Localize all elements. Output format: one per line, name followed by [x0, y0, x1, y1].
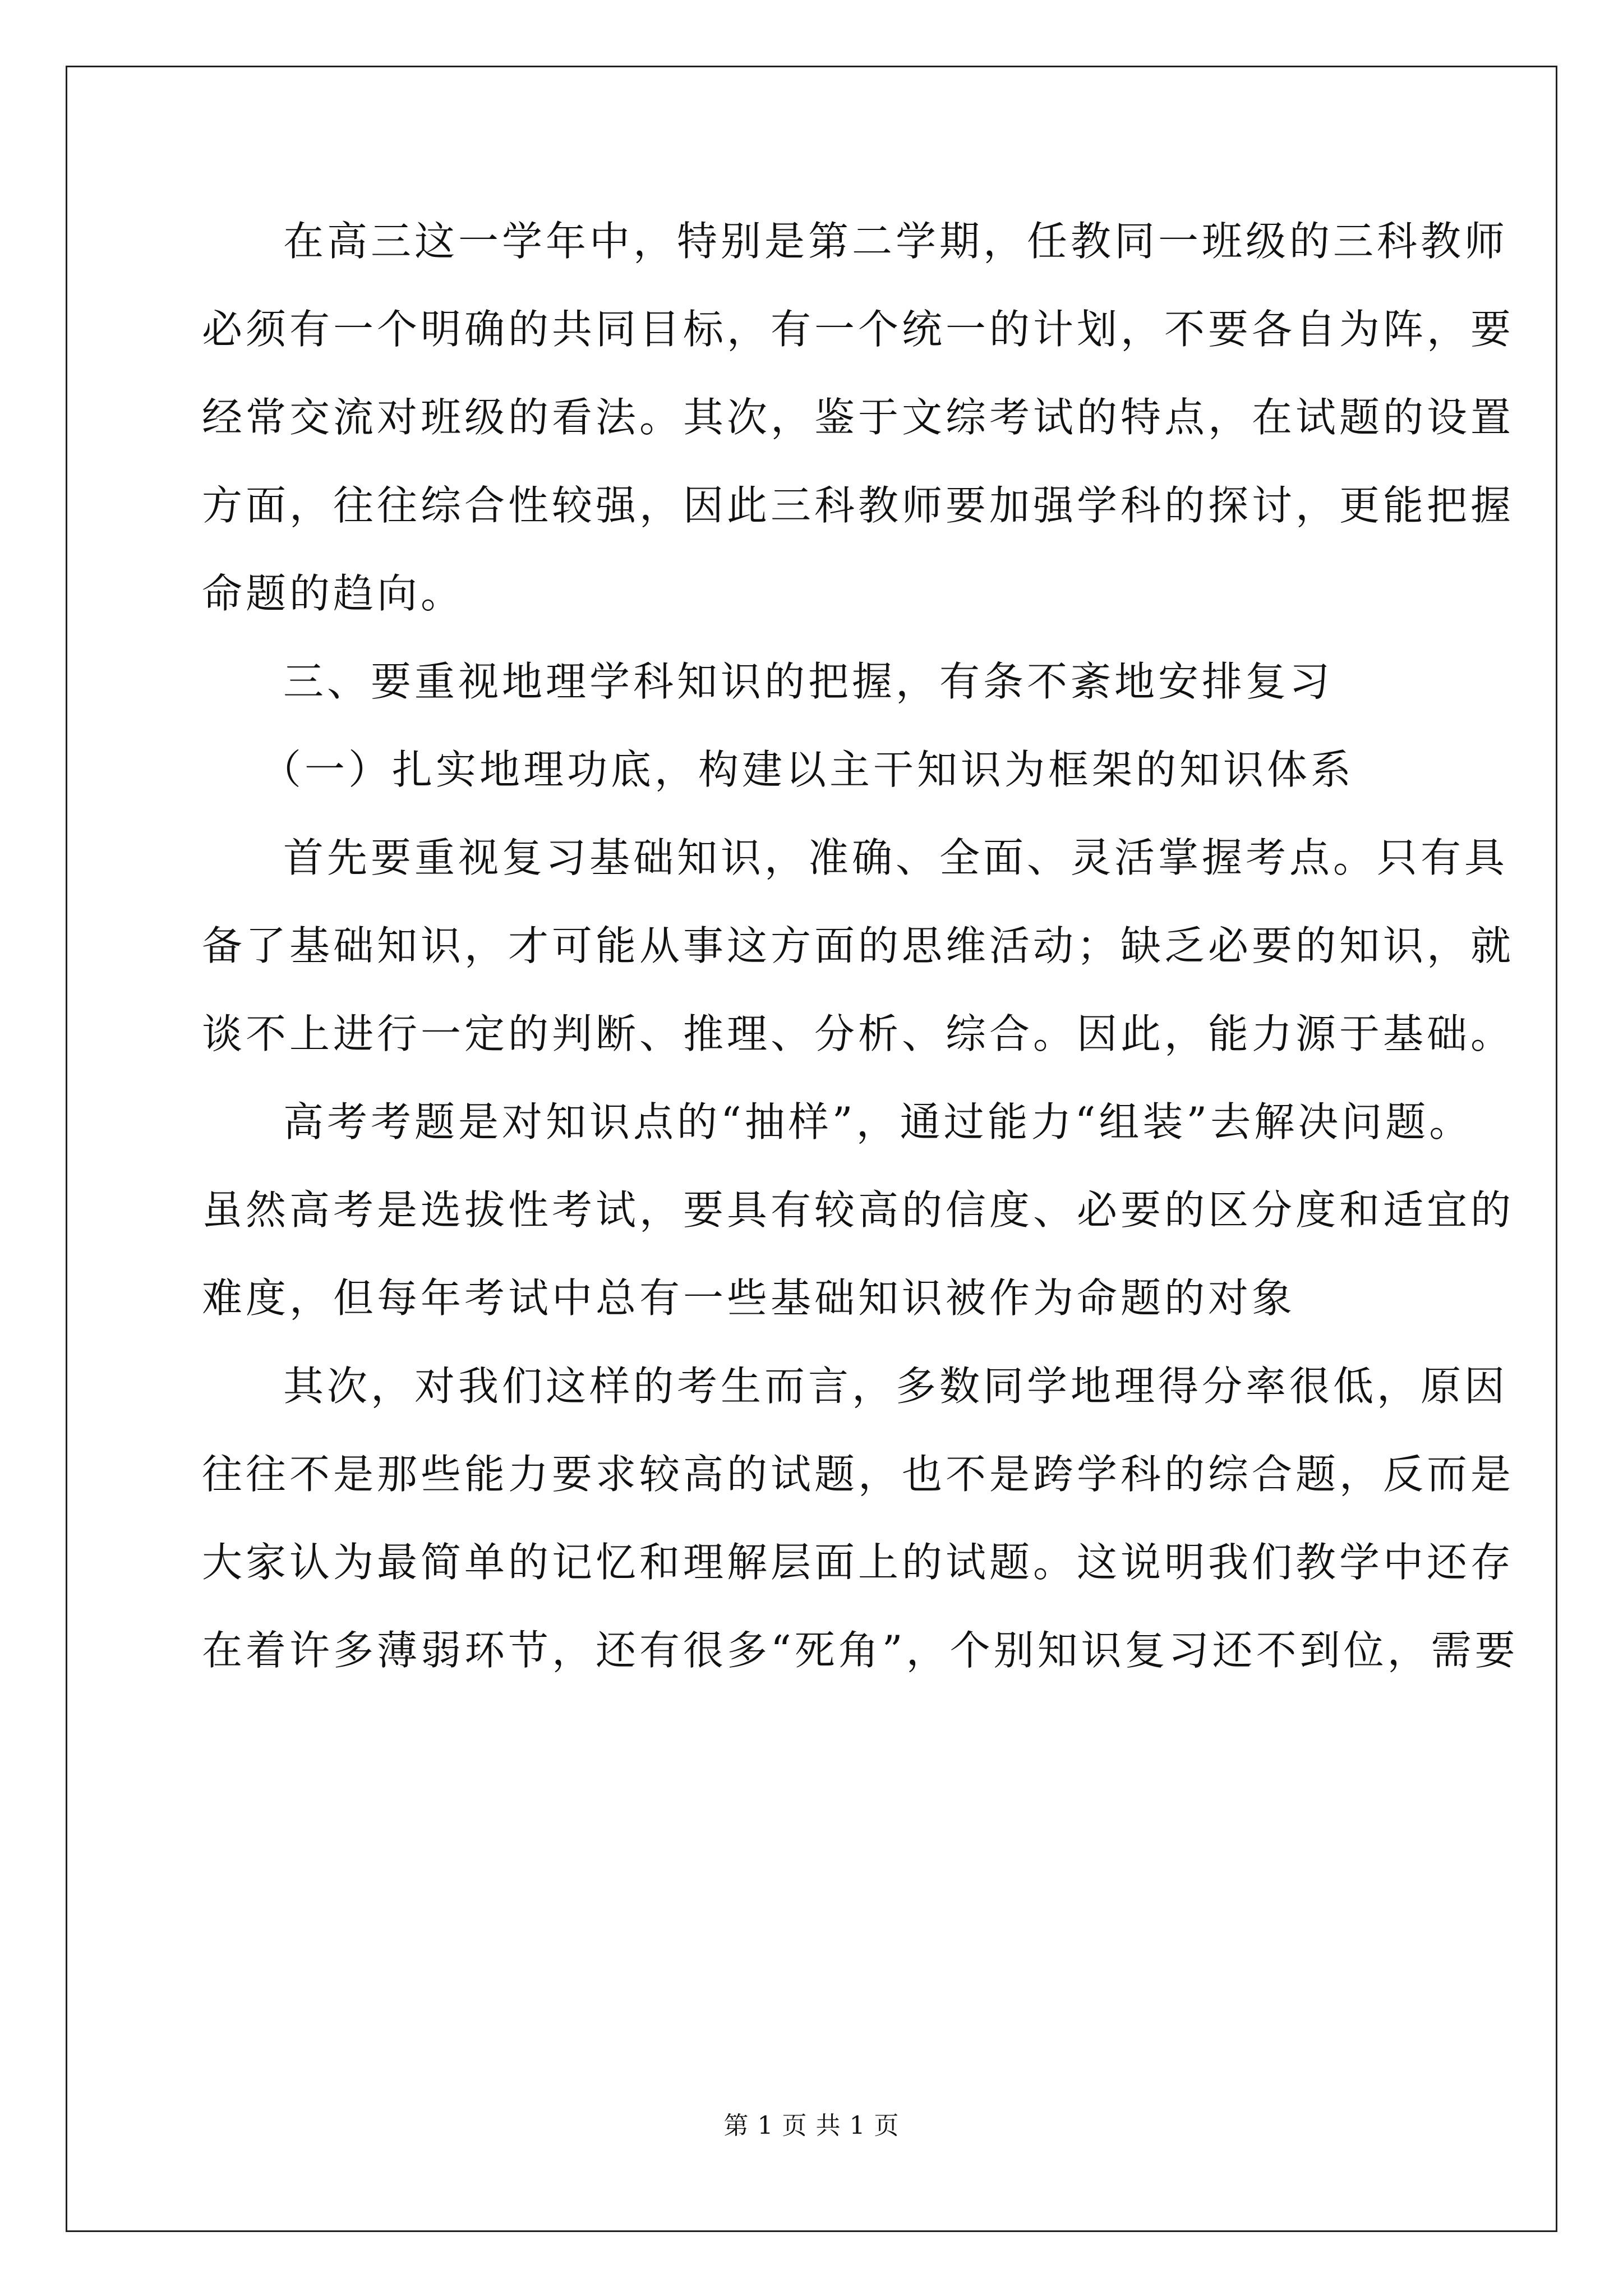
paragraph-line: 命题的趋向。	[202, 570, 465, 617]
paragraph-line: 谈不上进行一定的判断、推理、分析、综合。因此，能力源于基础。	[202, 1010, 1515, 1057]
section-heading: 三、要重视地理学科知识的把握，有条不紊地安排复习	[283, 658, 1334, 705]
subsection-heading: （一）扎实地理功底，构建以主干知识为框架的知识体系	[261, 746, 1355, 793]
paragraph-line: 高考考题是对知识点的“抽样”，通过能力“组装”去解决问题。	[283, 1098, 1473, 1145]
paragraph-line: 在着许多薄弱环节，还有很多“死角”，个别知识复习还不到位，需要	[202, 1627, 1519, 1674]
paragraph-line: 经常交流对班级的看法。其次，鉴于文综考试的特点，在试题的设置	[202, 394, 1515, 441]
paragraph-line: 首先要重视复习基础知识，准确、全面、灵活掌握考点。只有具	[283, 834, 1509, 881]
paragraph-line: 其次，对我们这样的考生而言，多数同学地理得分率很低，原因	[283, 1363, 1509, 1410]
paragraph-line: 往往不是那些能力要求较高的试题，也不是跨学科的综合题，反而是	[202, 1451, 1515, 1498]
paragraph-line: 方面，往往综合性较强，因此三科教师要加强学科的探讨，更能把握	[202, 482, 1515, 529]
paragraph-line: 必须有一个明确的共同目标，有一个统一的计划，不要各自为阵，要	[202, 306, 1515, 353]
paragraph-line: 大家认为最简单的记忆和理解层面上的试题。这说明我们教学中还存	[202, 1539, 1515, 1586]
paragraph-line: 在高三这一学年中，特别是第二学期，任教同一班级的三科教师	[283, 218, 1509, 265]
paragraph-line: 难度，但每年考试中总有一些基础知识被作为命题的对象	[202, 1274, 1296, 1322]
paragraph-line: 备了基础知识，才可能从事这方面的思维活动；缺乏必要的知识，就	[202, 922, 1515, 969]
paragraph-line: 虽然高考是选拔性考试，要具有较高的信度、必要的区分度和适宜的	[202, 1186, 1515, 1234]
page-number-footer: 第 1 页 共 1 页	[723, 2111, 900, 2140]
